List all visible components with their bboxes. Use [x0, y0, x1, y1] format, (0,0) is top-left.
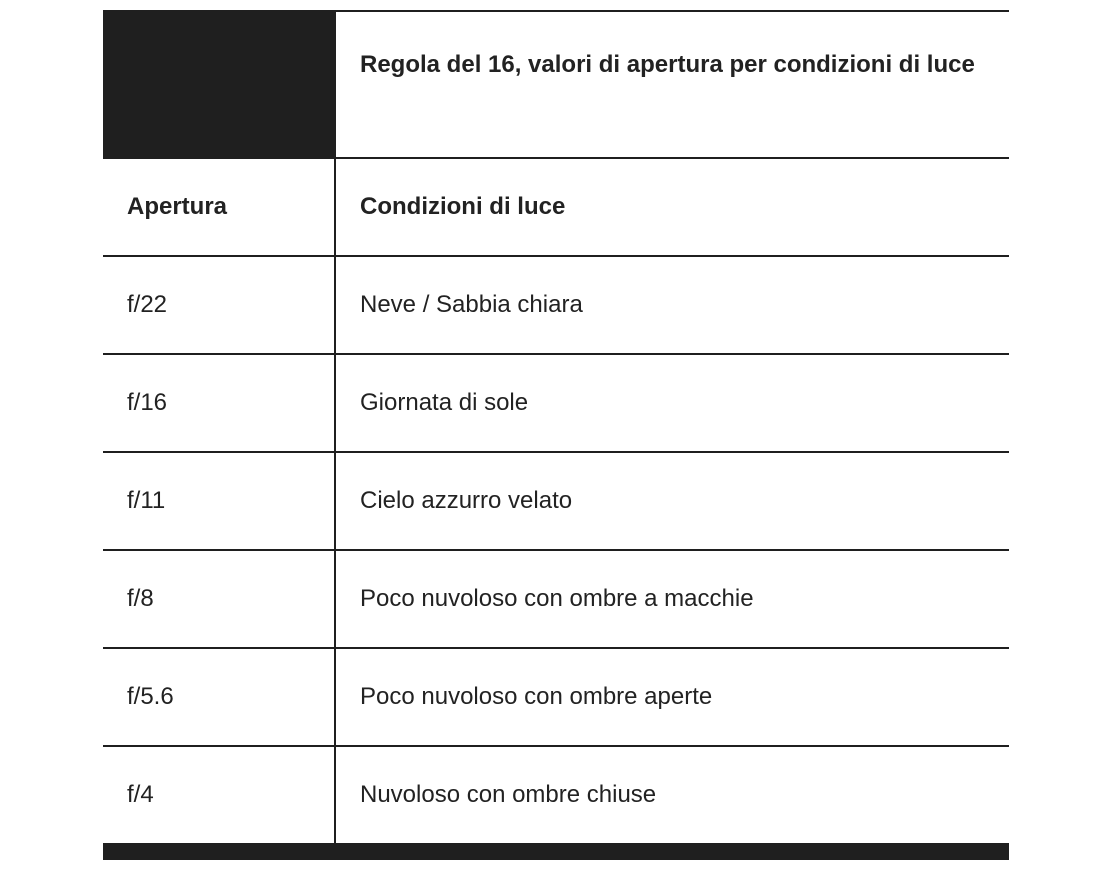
aperture-cell: f/11	[127, 487, 166, 514]
table-row	[103, 355, 1009, 453]
table-header-row	[103, 12, 1009, 159]
condition-cell: Nuvoloso con ombre chiuse	[334, 747, 1009, 843]
table-row	[103, 649, 1009, 747]
aperture-cell: f/4	[127, 781, 154, 808]
aperture-cell: f/16	[127, 389, 168, 416]
condition-cell: Cielo azzurro velato	[334, 453, 1009, 549]
column-header-aperture: Apertura	[127, 193, 228, 220]
condition-cell: Poco nuvoloso con ombre aperte	[334, 649, 1009, 745]
condition-cell: Giornata di sole	[334, 355, 1009, 451]
aperture-cell: f/22	[127, 291, 168, 318]
header-corner-block	[103, 12, 334, 157]
condition-cell: Neve / Sabbia chiara	[334, 257, 1009, 353]
aperture-table	[103, 10, 1009, 860]
table-title: Regola del 16, valori di apertura per condizioni di luce	[334, 12, 1009, 157]
aperture-cell: f/8	[127, 585, 154, 612]
table-bottom-bar	[103, 843, 1009, 860]
column-header-row	[103, 159, 1009, 257]
aperture-cell: f/5.6	[127, 683, 174, 710]
column-header-light-conditions: Condizioni di luce	[334, 159, 1009, 255]
table-row	[103, 453, 1009, 551]
table-row	[103, 551, 1009, 649]
table-row	[103, 747, 1009, 843]
condition-cell: Poco nuvoloso con ombre a macchie	[334, 551, 1009, 647]
table-row	[103, 257, 1009, 355]
